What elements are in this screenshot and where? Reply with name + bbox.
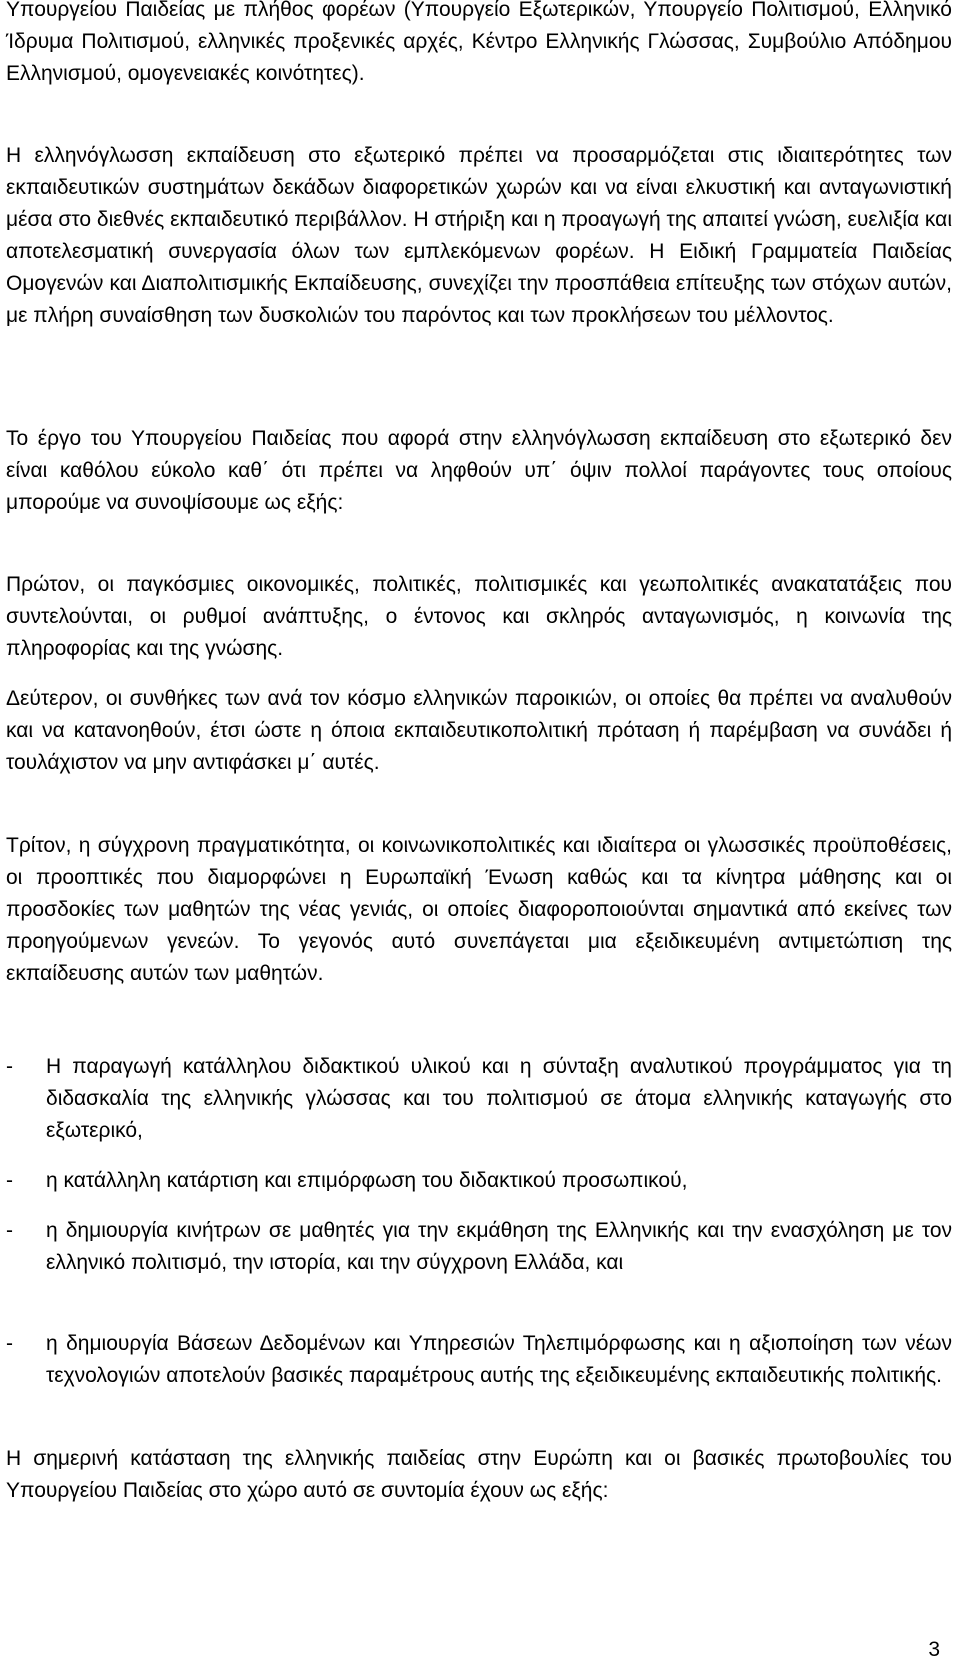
bullet-item [6, 1328, 952, 1392]
bullet-text: η δημιουργία Βάσεων Δεδομένων και Υπηρεσιών Τηλεπιμόρφωσης και η αξιοποίηση των νέων τεχνολογιών αποτελούν βασικές παραμέτρους αυτής της εξειδικευμένης εκπαιδευτικής πολιτικής. [46, 1332, 952, 1387]
paragraph-closing: Η σημερινή κατάσταση της ελληνικής παιδείας στην Ευρώπη και οι βασικές πρωτοβουλίες του Υπουργείου Παιδείας στο χώρο αυτό σε συντομία έχουν ως εξής: [6, 1447, 952, 1502]
page-number: 3 [928, 1638, 940, 1661]
paragraph-ministry-work: Το έργο του Υπουργείου Παιδείας που αφορά στην ελληνόγλωσση εκπαίδευση στο εξωτερικό δεν είναι καθόλου εύκολο καθ΄ ότι πρέπει να ληφθούν υπ΄ όψιν πολλοί παράγοντες τους οποίους μπορούμε να συνοψίσουμε ως εξής: [6, 427, 952, 514]
bullet-item [6, 1215, 952, 1279]
bullet-marker: - [6, 1055, 13, 1078]
bullet-marker: - [6, 1219, 13, 1242]
bullet-text: η κατάλληλη κατάρτιση και επιμόρφωση του διδακτικού προσωπικού, [46, 1169, 688, 1192]
paragraph-third-factor: Τρίτον, η σύγχρονη πραγματικότητα, οι κοινωνικοπολιτικές και ιδιαίτερα οι γλωσσικές προϋποθέσεις, οι προοπτικές που διαμορφώνει η Ευρωπαϊκή Ένωση καθώς και τα κίνητρα μάθησης και οι προσδοκίες των μαθητών της νέας γενιάς, οι οποίες διαφοροποιούνται σημαντικά από εκείνες των προηγούμενων γενεών. Το γεγονός αυτό συνεπάγεται μια εξειδικευμένη αντιμετώπιση της εκπαίδευσης αυτών των μαθητών. [6, 834, 952, 985]
bullet-item [6, 1051, 952, 1147]
bullet-marker: - [6, 1332, 13, 1355]
bullet-text: η δημιουργία κινήτρων σε μαθητές για την εκμάθηση της Ελληνικής και την ενασχόληση με τον ελληνικό πολιτισμό, την ιστορία, και την σύγχρονη Ελλάδα, και [46, 1219, 952, 1274]
paragraph-intro-continuation: Υπουργείου Παιδείας με πλήθος φορέων (Υπουργείο Εξωτερικών, Υπουργείο Πολιτισμού, Ελληνικό Ίδρυμα Πολιτισμού, ελληνικές προξενικές αρχές, Κέντρο Ελληνικής Γλώσσας, Συμβούλιο Απόδημου Ελληνισμού, ομογενειακές κοινότητες). [6, 0, 952, 85]
paragraph-second-factor: Δεύτερον, οι συνθήκες των ανά τον κόσμο ελληνικών παροικιών, οι οποίες θα πρέπει να αναλυθούν και να κατανοηθούν, έτσι ώστε η όποια εκπαιδευτικοπολιτική πρόταση ή παρέμβαση να συνάδει ή τουλάχιστον να μην αντιφάσκει μ΄ αυτές. [6, 687, 952, 774]
bullet-text: Η παραγωγή κατάλληλου διδακτικού υλικού και η σύνταξη αναλυτικού προγράμματος για τη διδασκαλία της ελληνικής γλώσσας και του πολιτισμού σε άτομα ελληνικής καταγωγής στο εξωτερικό, [46, 1055, 952, 1142]
bullet-item [6, 1165, 952, 1197]
paragraph-first-factor: Πρώτον, οι παγκόσμιες οικονομικές, πολιτικές, πολιτισμικές και γεωπολιτικές ανακατατάξεις που συντελούνται, οι ρυθμοί ανάπτυξης, ο έντονος και σκληρός ανταγωνισμός, η κοινωνία της πληροφορίας και της γνώσης. [6, 573, 952, 660]
bullet-marker: - [6, 1169, 13, 1192]
paragraph-greek-education-abroad: Η ελληνόγλωσση εκπαίδευση στο εξωτερικό πρέπει να προσαρμόζεται στις ιδιαιτερότητες των εκπαιδευτικών συστημάτων δεκάδων διαφορετικών χωρών και να είναι ελκυστική και ανταγωνιστική μέσα στο διεθνές εκπαιδευτικό περιβάλλον. Η στήριξη και η προαγωγή της απαιτεί γνώση, ευελιξία και αποτελεσματική συνεργασία όλων των εμπλεκόμενων φορέων. Η Ειδική Γραμματεία Παιδείας Ομογενών και Διαπολιτισμικής Εκπαίδευσης, συνεχίζει την προσπάθεια επίτευξης των στόχων αυτών, με πλήρη συναίσθηση των δυσκολιών του παρόντος και των προκλήσεων του μέλλοντος. [6, 144, 952, 327]
